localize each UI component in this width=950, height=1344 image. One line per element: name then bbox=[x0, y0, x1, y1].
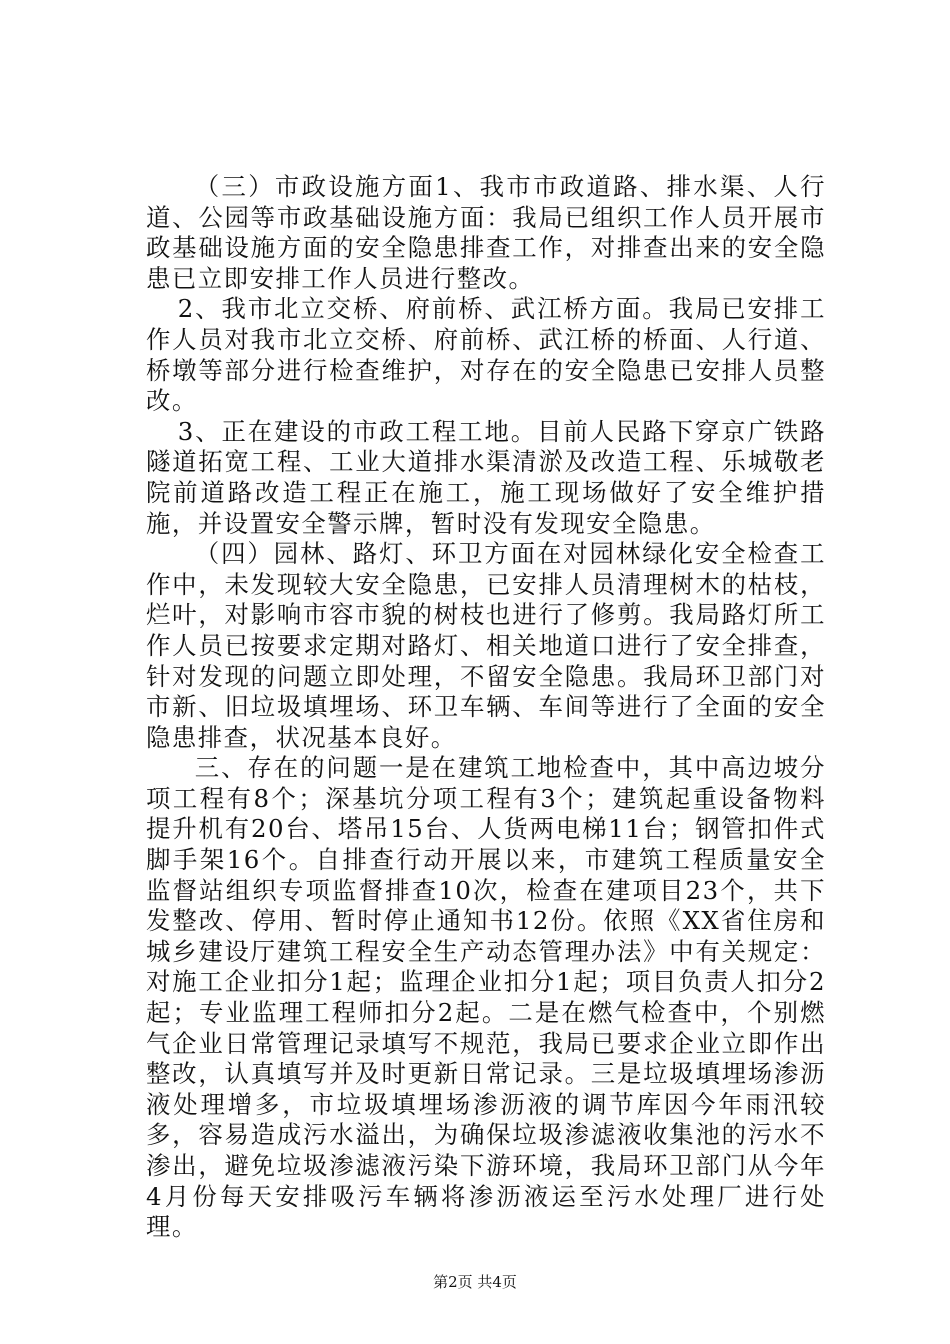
paragraph-bridges: 2、我市北立交桥、府前桥、武江桥方面。我局已安排工作人员对我市北立交桥、府前桥、武江桥的桥面、人行道、桥墩等部分进行检查维护，对存在的安全隐患已安排人员整改。 bbox=[146, 294, 826, 416]
page-number-footer: 第2页 共4页 bbox=[433, 1273, 517, 1291]
paragraph-municipal-facilities: （三）市政设施方面1、我市市政道路、排水渠、人行道、公园等市政基础设施方面：我局已组织工作人员开展市政基础设施方面的安全隐患排查工作，对排查出来的安全隐患已立即安排工作人员进行整改。 bbox=[146, 172, 826, 293]
paragraph-existing-problems: 三、存在的问题一是在建筑工地检查中，其中高边坡分项工程有8个；深基坑分项工程有3个；建筑起重设备物料提升机有20台、塔吊15台、人货两电梯11台；钢管扣件式脚手架16个。自排查行动开展以来，市建筑工程质量安全监督站组织专项监督排查10次，检查在建项目23个，共下发整改、停用、暂时停止通知书12份。依照《XX省住房和城乡建设厅建筑工程安全生产动态管理办法》中有关规定：对施工企业扣分1起；监理企业扣分1起；项目负责人扣分2起；专业监理工程师扣分2起。二是在燃气检查中，个别燃气企业日常管理记录填写不规范，我局已要求企业立即作出整改，认真填写并及时更新日常记录。三是垃圾填埋场渗沥液处理增多，市垃圾填埋场渗沥液的调节库因今年雨汛较多，容易造成污水溢出，为确保垃圾渗滤液收集池的污水不渗出，避免垃圾渗滤液污染下游环境，我局环卫部门从今年4月份每天安排吸污车辆将渗沥液运至污水处理厂进行处理。 bbox=[146, 753, 826, 1242]
document-body bbox=[146, 172, 826, 1243]
paragraph-gardens-lighting-sanitation: （四）园林、路灯、环卫方面在对园林绿化安全检查工作中，未发现较大安全隐患，已安排人员清理树木的枯枝，烂叶，对影响市容市貌的树枝也进行了修剪。我局路灯所工作人员已按要求定期对路灯、相关地道口进行了安全排查，针对发现的问题立即处理，不留安全隐患。我局环卫部门对市新、旧垃圾填埋场、环卫车辆、车间等进行了全面的安全隐患排查，状况基本良好。 bbox=[146, 539, 826, 752]
paragraph-construction-sites: 3、正在建设的市政工程工地。目前人民路下穿京广铁路隧道拓宽工程、工业大道排水渠清淤及改造工程、乐城敬老院前道路改造工程正在施工，施工现场做好了安全维护措施，并设置安全警示牌，暂时没有发现安全隐患。 bbox=[146, 416, 826, 538]
